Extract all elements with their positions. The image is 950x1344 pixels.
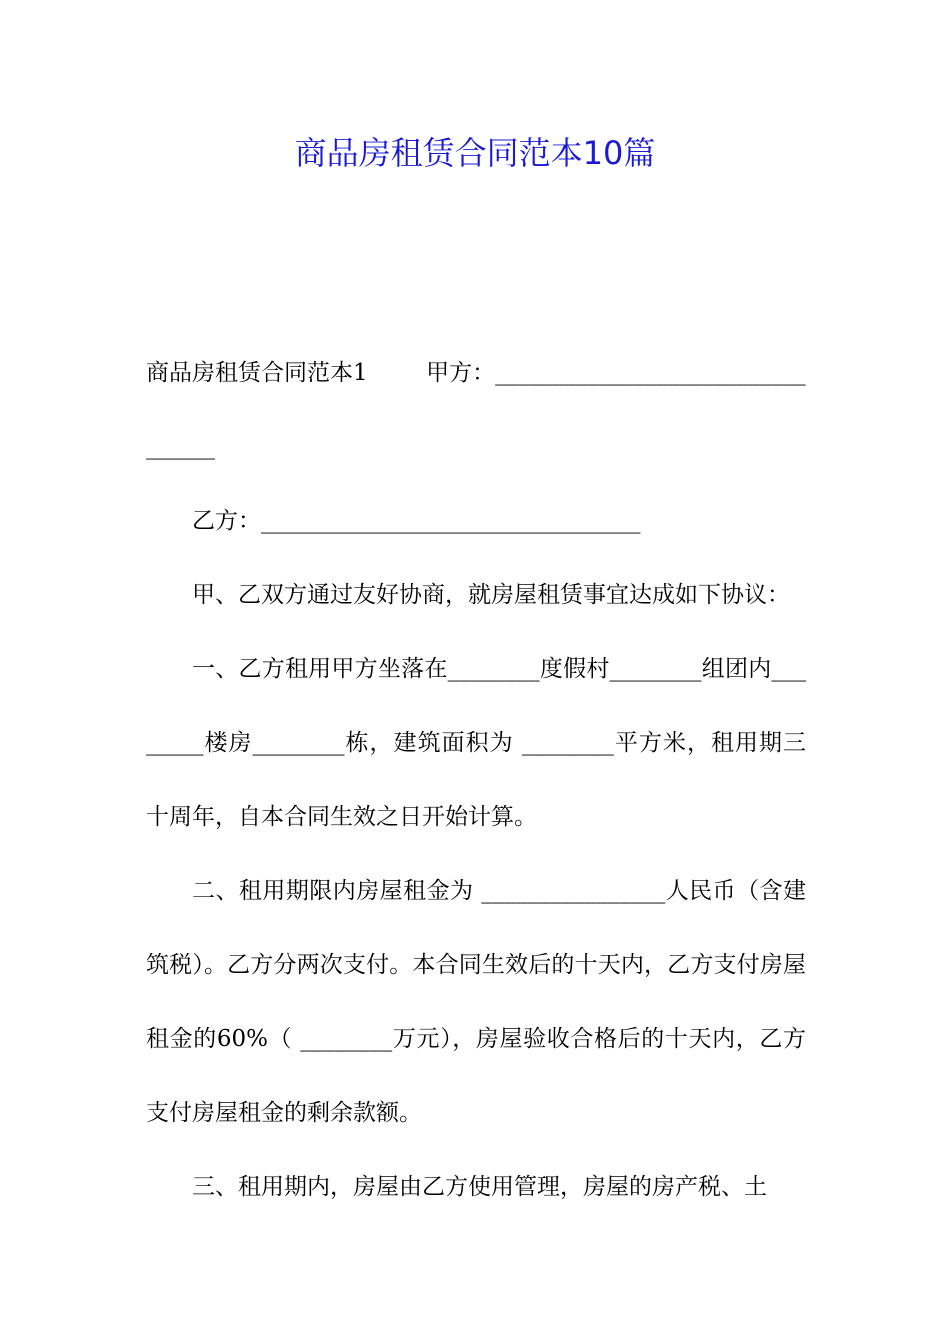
contract-heading-line: 商品房租赁合同范本1 甲方：___________________________ [146,360,806,386]
intro-paragraph: 甲、乙双方通过友好协商，就房屋租赁事宜达成如下协议： [192,582,790,608]
clause-3-paragraph: 三、租用期内，房屋由乙方使用管理，房屋的房产税、土 [192,1174,767,1200]
party-b-line: 乙方：_________________________________ [192,508,641,534]
document-title: 商品房租赁合同范本10篇 [294,134,656,172]
clause-1-paragraph: 一、乙方租用甲方坐落在________度假村________组团内________楼房________栋，建筑面积为 ________平方米，租用期三十周年，自本合同生效之日开始计算。 [146,656,806,830]
document-body [146,336,806,1224]
contract-heading-line-continuation: ______ [146,434,215,460]
clause-2-paragraph: 二、租用期限内房屋租金为 ________________人民币（含建筑税）。乙方分两次支付。本合同生效后的十天内，乙方支付房屋租金的60%（ ________万元），房屋验收合格后的十天内，乙方支付房屋租金的剩余款额。 [146,878,806,1126]
